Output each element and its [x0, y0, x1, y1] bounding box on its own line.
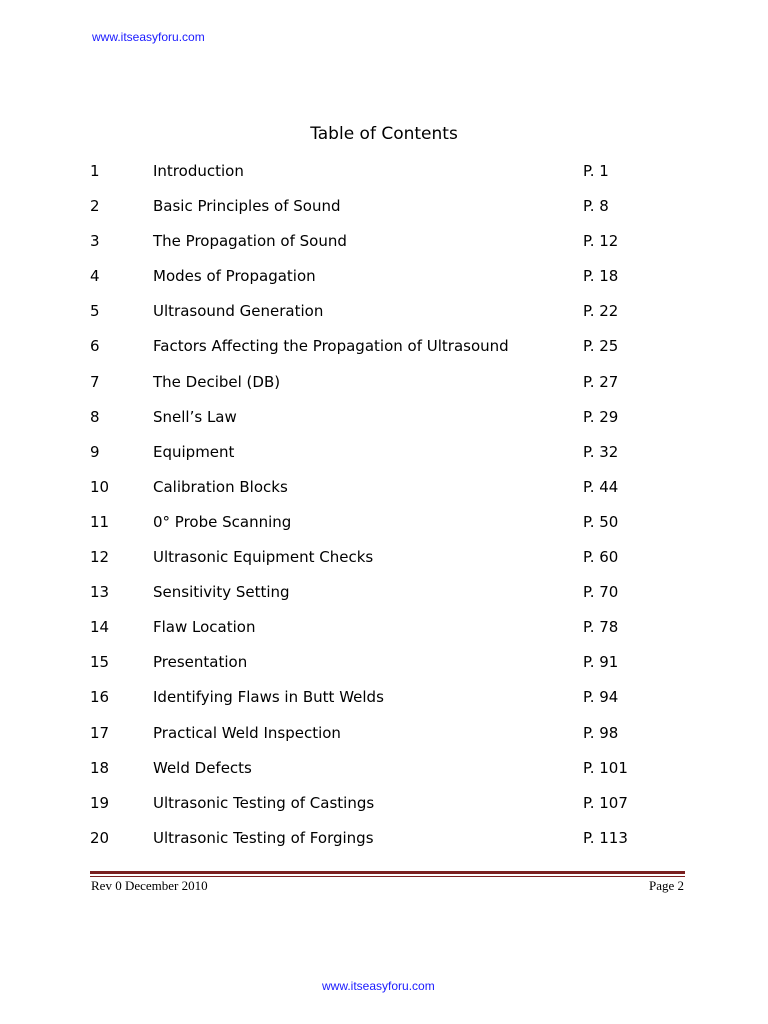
- toc-entry-title: Calibration Blocks: [153, 477, 288, 496]
- toc-entry-page: P. 8: [583, 197, 609, 216]
- toc-entry-page: P. 44: [583, 477, 619, 496]
- toc-entry-title: 0° Probe Scanning: [153, 512, 292, 531]
- toc-entry[interactable]: [90, 827, 650, 862]
- toc-entry-title: Snell’s Law: [153, 407, 237, 426]
- toc-entry-page: P. 12: [583, 232, 619, 251]
- toc-entry-page: P. 50: [583, 512, 619, 531]
- toc-entry-title: Identifying Flaws in Butt Welds: [153, 688, 384, 707]
- toc-entry-page: P. 113: [583, 828, 628, 847]
- footer-divider: [90, 871, 685, 874]
- toc-entry[interactable]: [90, 581, 650, 616]
- toc-entry-number: 17: [90, 723, 110, 742]
- toc-entry-number: 19: [90, 793, 110, 812]
- toc-entry[interactable]: [90, 722, 650, 757]
- toc-entry-number: 18: [90, 758, 110, 777]
- toc-entry-number: 13: [90, 583, 110, 602]
- toc-entry-page: P. 32: [583, 442, 619, 461]
- toc-entry-title: Factors Affecting the Propagation of Ultrasound: [153, 337, 509, 356]
- toc-entry-page: P. 22: [583, 302, 619, 321]
- header-link[interactable]: www.itseasyforu.com: [92, 30, 205, 44]
- toc-entry-page: P. 27: [583, 372, 619, 391]
- toc-entry-title: Practical Weld Inspection: [153, 723, 341, 742]
- toc-entry-number: 7: [90, 372, 100, 391]
- toc-entry[interactable]: [90, 406, 650, 441]
- toc-entry-title: The Propagation of Sound: [153, 232, 347, 251]
- toc-entry[interactable]: [90, 195, 650, 230]
- toc-entry-title: Ultrasonic Testing of Castings: [153, 793, 375, 812]
- toc-entry[interactable]: [90, 651, 650, 686]
- toc-entry-title: Ultrasonic Testing of Forgings: [153, 828, 374, 847]
- toc-entry-page: P. 1: [583, 162, 609, 180]
- toc-entry-title: Ultrasound Generation: [153, 302, 324, 321]
- toc-entry-page: P. 70: [583, 583, 619, 602]
- toc-entry[interactable]: [90, 476, 650, 511]
- toc-entry-page: P. 107: [583, 793, 628, 812]
- toc-entry-title: The Decibel (DB): [153, 372, 281, 391]
- toc-entry[interactable]: [90, 616, 650, 651]
- toc-entry-page: P. 98: [583, 723, 619, 742]
- footer-divider-thin: [90, 876, 685, 877]
- toc-entry-title: Modes of Propagation: [153, 267, 316, 286]
- toc-entry-page: P. 94: [583, 688, 619, 707]
- toc-entry-title: Equipment: [153, 442, 235, 461]
- toc-entry-title: Basic Principles of Sound: [153, 197, 341, 216]
- toc-entry-title: Presentation: [153, 653, 248, 672]
- table-of-contents: [90, 160, 650, 862]
- toc-entry[interactable]: [90, 371, 650, 406]
- toc-entry-title: Flaw Location: [153, 618, 256, 637]
- toc-entry[interactable]: [90, 686, 650, 721]
- toc-entry-number: 1: [90, 162, 100, 180]
- toc-entry-number: 16: [90, 688, 110, 707]
- toc-entry-page: P. 78: [583, 618, 619, 637]
- page-title: Table of Contents: [310, 124, 458, 144]
- toc-entry-page: P. 29: [583, 407, 619, 426]
- toc-entry-title: Sensitivity Setting: [153, 583, 290, 602]
- toc-entry-number: 12: [90, 548, 110, 567]
- revision-label: Rev 0 December 2010: [91, 878, 208, 893]
- footer-link[interactable]: www.itseasyforu.com: [322, 979, 435, 993]
- toc-entry-page: P. 18: [583, 267, 619, 286]
- toc-entry-page: P. 25: [583, 337, 619, 356]
- toc-entry[interactable]: [90, 160, 650, 195]
- toc-entry[interactable]: [90, 230, 650, 265]
- toc-entry-number: 2: [90, 197, 100, 216]
- toc-entry-number: 8: [90, 407, 100, 426]
- toc-entry-page: P. 60: [583, 548, 619, 567]
- toc-entry-number: 14: [90, 618, 110, 637]
- toc-entry-number: 20: [90, 828, 110, 847]
- toc-entry-number: 15: [90, 653, 110, 672]
- toc-entry[interactable]: [90, 546, 650, 581]
- toc-entry-page: P. 101: [583, 758, 628, 777]
- toc-entry[interactable]: [90, 265, 650, 300]
- toc-entry-title: Ultrasonic Equipment Checks: [153, 548, 374, 567]
- page-number: Page 2: [648, 878, 684, 893]
- toc-entry-number: 9: [90, 442, 100, 461]
- toc-entry[interactable]: [90, 757, 650, 792]
- toc-entry[interactable]: [90, 511, 650, 546]
- toc-entry-page: P. 91: [583, 653, 619, 672]
- toc-entry[interactable]: [90, 441, 650, 476]
- toc-entry[interactable]: [90, 792, 650, 827]
- toc-entry[interactable]: [90, 300, 650, 335]
- toc-entry-number: 3: [90, 232, 100, 251]
- toc-entry-number: 10: [90, 477, 110, 496]
- toc-entry-number: 4: [90, 267, 100, 286]
- toc-entry-title: Weld Defects: [153, 758, 252, 777]
- toc-entry-number: 5: [90, 302, 100, 321]
- toc-entry-number: 6: [90, 337, 100, 356]
- toc-entry-title: Introduction: [153, 162, 244, 180]
- toc-entry[interactable]: [90, 335, 650, 370]
- toc-entry-number: 11: [90, 512, 110, 531]
